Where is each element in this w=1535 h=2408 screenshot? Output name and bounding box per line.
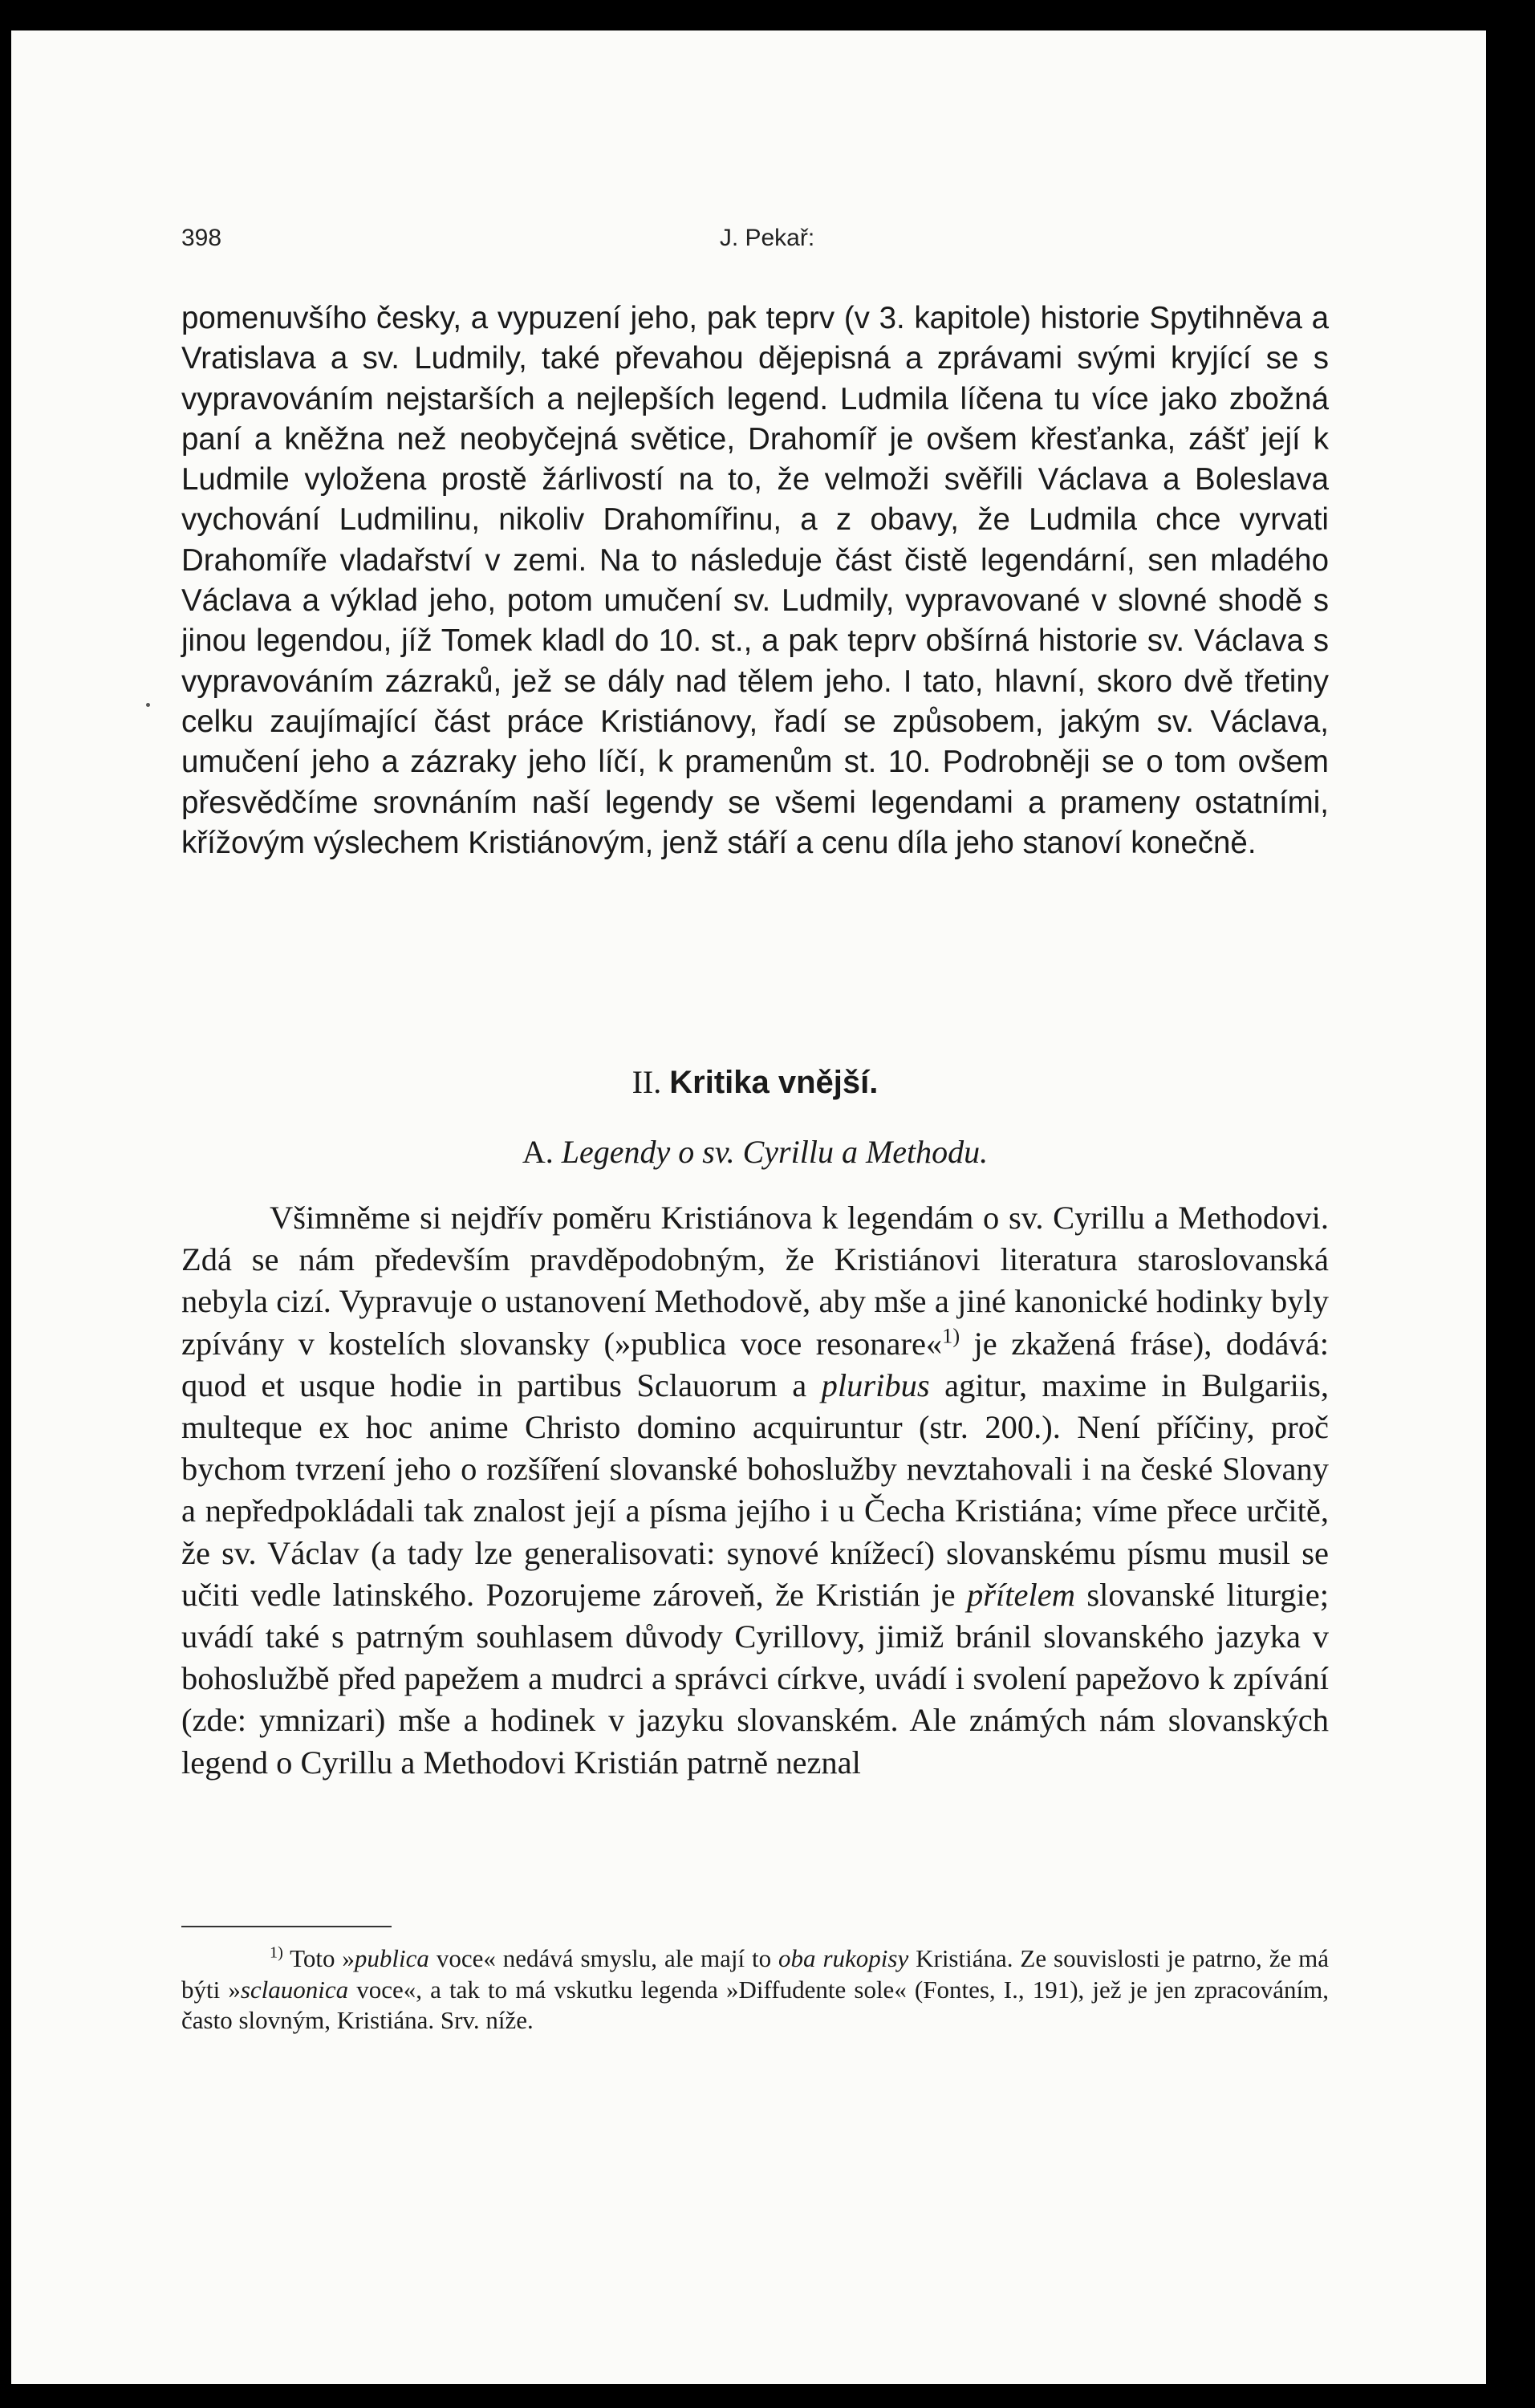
paragraph-2-italic-2: přítelem [966, 1576, 1075, 1613]
footnote-text-4: voce«, a tak to má vskutku legenda »Diffudente sole« (Fontes, I., 191), jež je jen zpracováním, často slovným, Kristiána. Srv. níže. [181, 1975, 1329, 2034]
footnote-text-3: Kristiána. Ze souvislosti je patrno, že má býti » [181, 1944, 1329, 2004]
serif-text [181, 1197, 1329, 1784]
stray-ink-mark [146, 703, 150, 707]
page-number: 398 [181, 225, 222, 251]
section-number: II. [631, 1064, 662, 1100]
footnote-italic-1: publica [354, 1944, 429, 1972]
paragraph-2-part-4: slovanské liturgie; uvádí také s patrným souhlasem důvody Cyrillovy, jimiž bránil slovanského jazyka v bohoslužbě před papežem a mudrci a správci církve, uvádí i svolení papežovo k zpívání (zde: ymnizari) mše a hodinek v jazyku slovanském. Ale známých nám slovanských legend o Cyrillu a Methodovi Kristián patrně neznal [181, 1576, 1329, 1781]
section-heading [181, 1063, 1329, 1101]
footnote-text [181, 1943, 1329, 2036]
footnote-text-1: Toto » [282, 1944, 355, 1972]
footnote [181, 1943, 1329, 2036]
paragraph-2 [181, 1197, 1329, 1784]
footnote-reference: 1) [942, 1324, 960, 1348]
footnote-divider [181, 1926, 392, 1927]
body-text [181, 298, 1329, 863]
subsection-heading [181, 1133, 1329, 1171]
paragraph-2-italic-1: pluribus [821, 1366, 930, 1403]
subsection-title: Legendy o sv. Cyrillu a Methodu. [561, 1134, 989, 1170]
paragraph-2-part-1: Všimněme si nejdřív poměru Kristiánova k legendám o sv. Cyrillu a Methodovi. Zdá se nám především pravděpodobným, že Kristiánovi literatura staroslovanská nebyla cizí. Vypravuje o ustanovení Methodově, aby mše a jiné kanonické hodinky byly zpívány v kostelích slovansky (»publica voce resonare« [181, 1200, 1329, 1362]
section-title: Kritika vnější. [669, 1065, 879, 1100]
footnote-marker: 1) [270, 1943, 283, 1962]
footnote-italic-3: sclauonica [240, 1975, 349, 2004]
subsection-letter: A. [522, 1134, 554, 1170]
page-header [181, 225, 1353, 257]
paragraph-1: pomenuvšího česky, a vypuzení jeho, pak teprv (v 3. kapitole) historie Spytihněva a Vratislava a sv. Ludmily, také převahou dějepisná a zprávami svými kryjící se s vypravováním nejstarších a nejlepších legend. Ludmila líčena tu více jako zbožná paní a kněžna než neobyčejná světice, Drahomíř je ovšem křesťanka, zášť její k Ludmile vyložena prostě žárlivostí na to, že velmoži svěřili Václava a Boleslava vychování Ludmilinu, nikoliv Drahomířinu, a z obavy, že Ludmila chce vyrvati Drahomíře vladařství v zemi. Na to následuje část čistě legendární, sen mladého Václava a výklad jeho, potom umučení sv. Ludmily, vypravované v slovné shodě s jinou legendou, jíž Tomek kladl do 10. st., a pak teprv obšírná historie sv. Václava s vypravováním zázraků, jež se dály nad tělem jeho. I tato, hlavní, skoro dvě třetiny celku zaujímající část práce Kristiánovy, řadí se způsobem, jakým sv. Václava, umučení jeho a zázraky jeho líčí, k pramenům st. 10. Podrobněji se o tom ovšem přesvědčíme srovnáním naší legendy se všemi legendami a prameny ostatními, křížovým výslechem Kristiánovým, jenž stáří a cenu díla jeho stanoví konečně. [181, 301, 1329, 860]
paragraph-2-part-3: agitur, maxime in Bulgariis, multeque ex hoc anime Christo domino acquiruntur (str. 200.). Není příčiny, proč bychom tvrzení jeho o rozšíření slovanské bohoslužby nevztahovali i na české Slovany a nepředpokládali tak znalost její a písma jejího i u Čecha Kristiána; víme přece určitě, že sv. Václav (a tady lze generalisovati: synové knížecí) slovanskému písmu musil se učiti vedle latinského. Pozorujeme zároveň, že Kristián je [181, 1366, 1329, 1613]
paragraph-2-part-2: je zkažená fráse), dodává: quod et usque hodie in partibus Sclauorum a [181, 1325, 1329, 1403]
running-head: J. Pekař: [719, 225, 815, 251]
footnote-text-2: voce« nedává smyslu, ale mají to [428, 1944, 779, 1972]
footnote-italic-2: oba rukopisy [778, 1944, 909, 1972]
